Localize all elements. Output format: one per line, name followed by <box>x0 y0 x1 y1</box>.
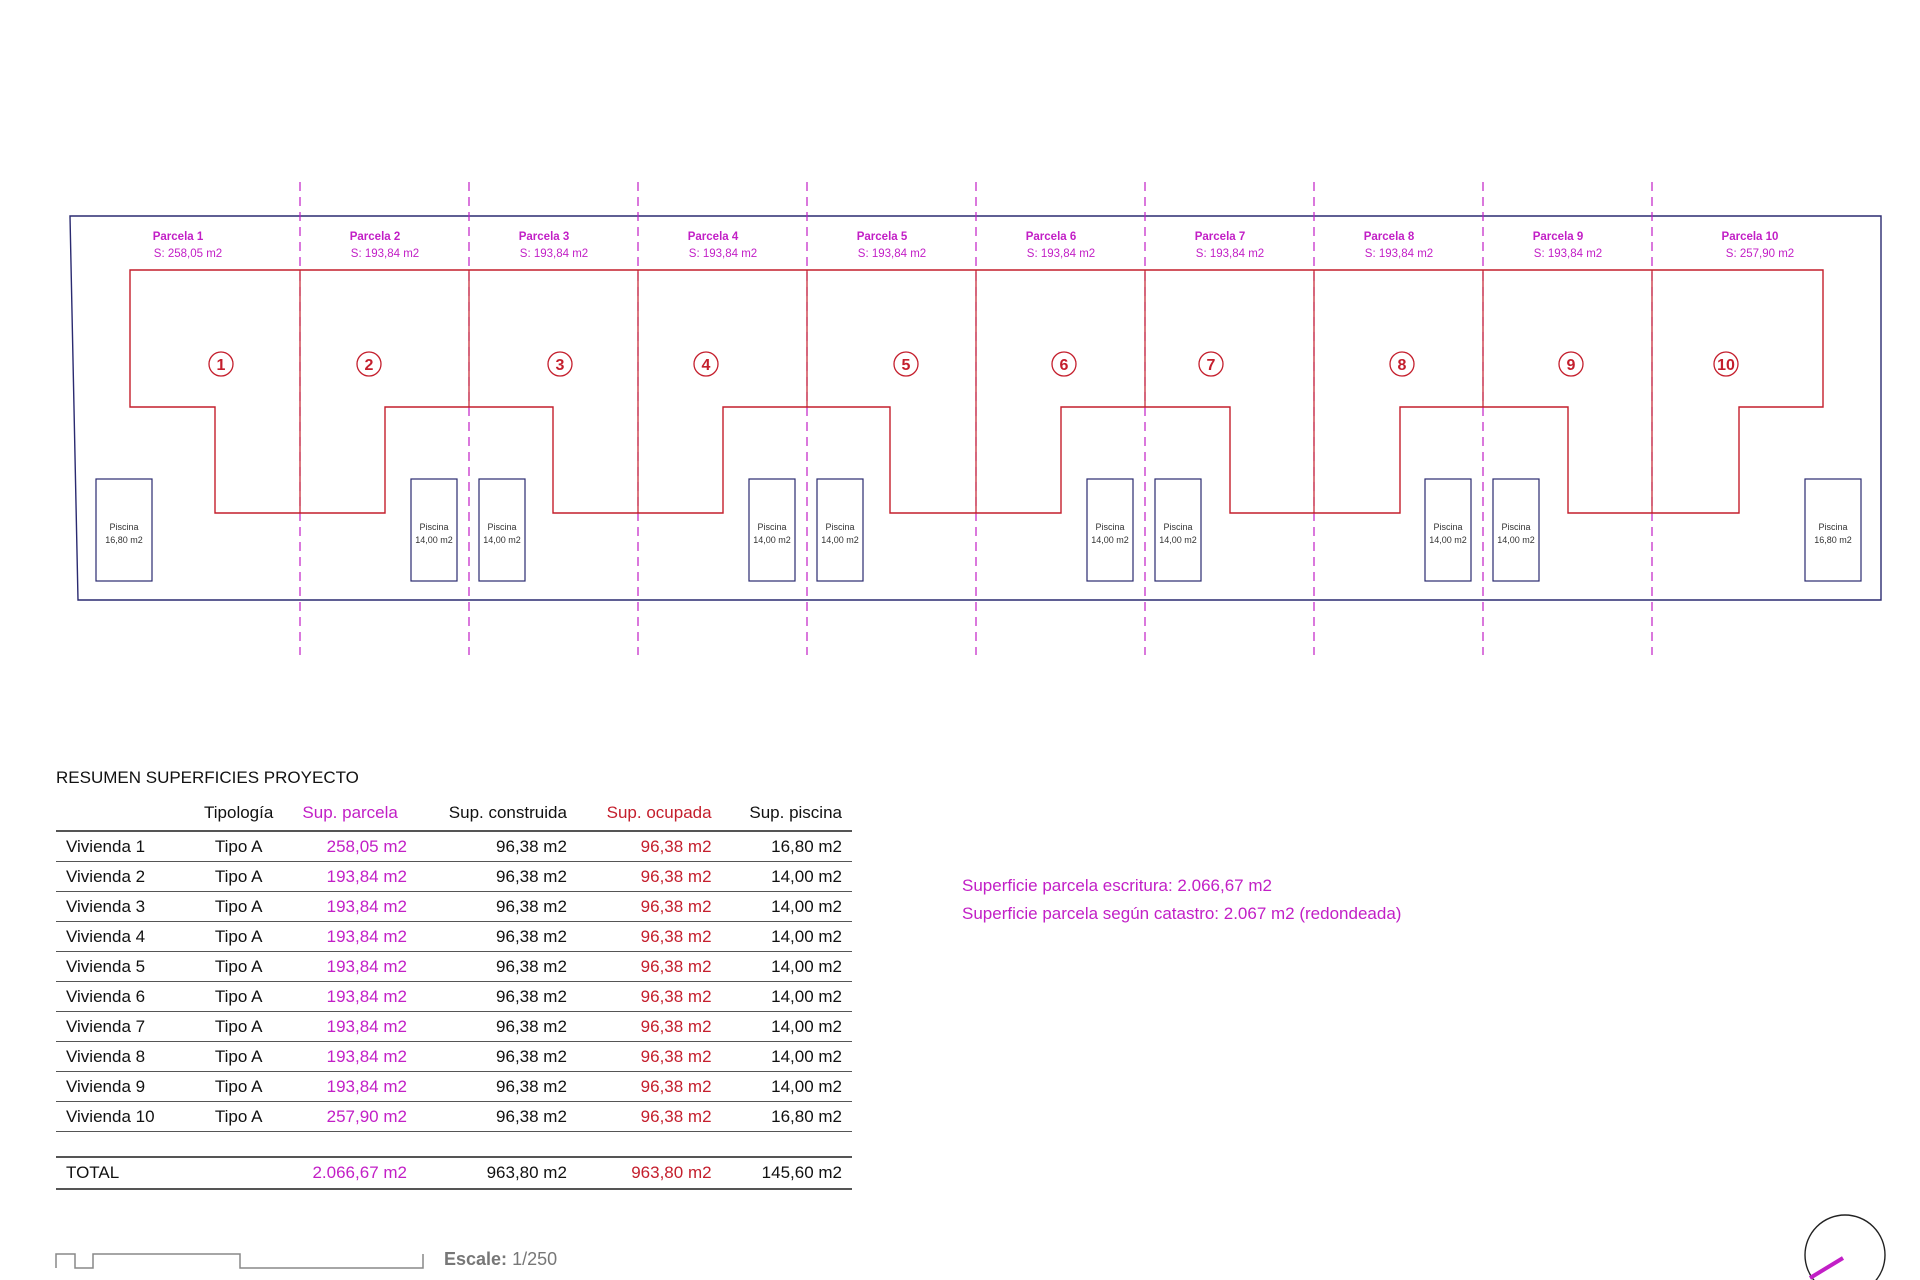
row-sup-parcela: 193,84 m2 <box>283 892 417 922</box>
row-sup-construida: 96,38 m2 <box>417 952 577 982</box>
pool-area: 16,80 m2 <box>105 535 143 545</box>
parcel-area: S: 193,84 m2 <box>1195 248 1265 260</box>
row-sup-construida: 96,38 m2 <box>417 1102 577 1132</box>
summary-table-title: RESUMEN SUPERFICIES PROYECTO <box>56 768 359 787</box>
parcel-label: Parcela 9 <box>1532 231 1584 243</box>
parcel-label: Parcela 6 <box>1025 231 1077 243</box>
scale-value: 1/250 <box>512 1249 558 1269</box>
pool-label: Piscina <box>487 522 517 532</box>
pool-label: Piscina <box>1095 522 1125 532</box>
parcel-area: S: 193,84 m2 <box>857 248 927 260</box>
row-name: Vivienda 2 <box>56 862 194 892</box>
row-sup-parcela: 257,90 m2 <box>283 1102 417 1132</box>
scale-label-text: Escale: <box>444 1249 508 1269</box>
unit-number: 10 <box>1717 357 1735 374</box>
row-sup-parcela: 193,84 m2 <box>283 982 417 1012</box>
pool-area: 14,00 m2 <box>1159 535 1197 545</box>
row-name: Vivienda 7 <box>56 1012 194 1042</box>
unit-number: 9 <box>1566 357 1576 374</box>
parcel-area: S: 193,84 m2 <box>350 248 420 260</box>
row-sup-piscina: 16,80 m2 <box>722 831 852 862</box>
parcel-area: S: 193,84 m2 <box>519 248 589 260</box>
north-arrow-circle <box>1805 1215 1885 1280</box>
row-sup-construida: 96,38 m2 <box>417 862 577 892</box>
table-row <box>56 1042 852 1072</box>
pool-label: Piscina <box>1163 522 1193 532</box>
row-sup-ocupada: 96,38 m2 <box>577 892 722 922</box>
pool-area: 14,00 m2 <box>753 535 791 545</box>
row-sup-parcela: 193,84 m2 <box>283 1072 417 1102</box>
row-tipologia: Tipo A <box>194 1012 283 1042</box>
table-row <box>56 862 852 892</box>
row-name: Vivienda 4 <box>56 922 194 952</box>
row-tipologia: Tipo A <box>194 892 283 922</box>
parcel-area: S: 193,84 m2 <box>1026 248 1096 260</box>
unit-number: 7 <box>1206 357 1216 374</box>
table-row <box>56 952 852 982</box>
header-name <box>56 796 194 831</box>
unit-number: 8 <box>1397 357 1407 374</box>
unit-number: 2 <box>364 357 374 374</box>
pool-area: 14,00 m2 <box>415 535 453 545</box>
row-sup-construida: 96,38 m2 <box>417 892 577 922</box>
row-name: Vivienda 8 <box>56 1042 194 1072</box>
row-name: Vivienda 1 <box>56 831 194 862</box>
total-row <box>56 1157 852 1189</box>
total-sup-ocupada: 963,80 m2 <box>577 1157 722 1189</box>
row-sup-ocupada: 96,38 m2 <box>577 1042 722 1072</box>
row-sup-ocupada: 96,38 m2 <box>577 952 722 982</box>
total-sup-construida: 963,80 m2 <box>417 1157 577 1189</box>
scale-label <box>444 1249 557 1270</box>
row-sup-parcela: 193,84 m2 <box>283 1012 417 1042</box>
note-catastro: Superficie parcela según catastro: 2.067 m2 (redondeada) <box>962 904 1402 923</box>
row-tipologia: Tipo A <box>194 862 283 892</box>
row-sup-piscina: 14,00 m2 <box>722 982 852 1012</box>
header-sup-piscina: Sup. piscina <box>749 803 842 822</box>
pool-label: Piscina <box>825 522 855 532</box>
parcel-label: Parcela 8 <box>1363 231 1415 243</box>
row-tipologia: Tipo A <box>194 1072 283 1102</box>
parcel-area: S: 258,05 m2 <box>153 248 223 260</box>
unit-number: 3 <box>555 357 565 374</box>
row-sup-piscina: 14,00 m2 <box>722 1012 852 1042</box>
row-sup-piscina: 16,80 m2 <box>722 1102 852 1132</box>
row-sup-parcela: 258,05 m2 <box>283 831 417 862</box>
scale-bar <box>56 1254 423 1268</box>
header-sup-ocupada: Sup. ocupada <box>606 803 712 822</box>
pool-area: 16,80 m2 <box>1814 535 1852 545</box>
table-row <box>56 1072 852 1102</box>
row-sup-construida: 96,38 m2 <box>417 922 577 952</box>
row-sup-ocupada: 96,38 m2 <box>577 1072 722 1102</box>
table-row <box>56 922 852 952</box>
row-tipologia: Tipo A <box>194 982 283 1012</box>
parcel-area: S: 193,84 m2 <box>688 248 758 260</box>
table-spacer <box>56 1132 852 1158</box>
row-sup-construida: 96,38 m2 <box>417 1012 577 1042</box>
parcel-label: Parcela 4 <box>687 231 739 243</box>
row-sup-ocupada: 96,38 m2 <box>577 831 722 862</box>
north-arrow-icon <box>1810 1258 1843 1278</box>
unit-number: 6 <box>1059 357 1069 374</box>
row-sup-parcela: 193,84 m2 <box>283 862 417 892</box>
header-tipologia: Tipología <box>204 803 274 822</box>
row-sup-construida: 96,38 m2 <box>417 1072 577 1102</box>
row-tipologia: Tipo A <box>194 1042 283 1072</box>
row-sup-parcela: 193,84 m2 <box>283 922 417 952</box>
pool-label: Piscina <box>1818 522 1848 532</box>
table-row <box>56 982 852 1012</box>
table-row <box>56 1012 852 1042</box>
row-sup-piscina: 14,00 m2 <box>722 1072 852 1102</box>
row-tipologia: Tipo A <box>194 831 283 862</box>
row-tipologia: Tipo A <box>194 952 283 982</box>
parcel-label: Parcela 10 <box>1721 231 1779 243</box>
total-label: TOTAL <box>56 1157 194 1189</box>
row-name: Vivienda 5 <box>56 952 194 982</box>
parcel-area: S: 193,84 m2 <box>1533 248 1603 260</box>
parcel-label: Parcela 5 <box>856 231 908 243</box>
row-sup-piscina: 14,00 m2 <box>722 892 852 922</box>
row-sup-construida: 96,38 m2 <box>417 831 577 862</box>
pool-area: 14,00 m2 <box>483 535 521 545</box>
pool-area: 14,00 m2 <box>821 535 859 545</box>
row-tipologia: Tipo A <box>194 1102 283 1132</box>
total-sup-parcela: 2.066,67 m2 <box>283 1157 417 1189</box>
parcel-label: Parcela 3 <box>518 231 570 243</box>
total-tipologia <box>194 1157 283 1189</box>
pool-label: Piscina <box>109 522 139 532</box>
unit-number: 4 <box>701 357 711 374</box>
parcel-label: Parcela 1 <box>152 231 204 243</box>
unit-number: 1 <box>216 357 226 374</box>
table-row <box>56 831 852 862</box>
table-row <box>56 1102 852 1132</box>
row-tipologia: Tipo A <box>194 922 283 952</box>
row-sup-ocupada: 96,38 m2 <box>577 982 722 1012</box>
summary-table <box>56 796 852 1190</box>
row-sup-construida: 96,38 m2 <box>417 982 577 1012</box>
pool-area: 14,00 m2 <box>1497 535 1535 545</box>
area-notes <box>962 872 1401 928</box>
unit-number: 5 <box>901 357 911 374</box>
pool-label: Piscina <box>757 522 787 532</box>
row-name: Vivienda 6 <box>56 982 194 1012</box>
row-sup-piscina: 14,00 m2 <box>722 862 852 892</box>
note-escritura: Superficie parcela escritura: 2.066,67 m2 <box>962 876 1272 895</box>
row-sup-piscina: 14,00 m2 <box>722 1042 852 1072</box>
row-sup-piscina: 14,00 m2 <box>722 952 852 982</box>
row-sup-parcela: 193,84 m2 <box>283 952 417 982</box>
summary-header-row <box>56 796 852 831</box>
pool-label: Piscina <box>1433 522 1463 532</box>
row-sup-ocupada: 96,38 m2 <box>577 1102 722 1132</box>
row-sup-ocupada: 96,38 m2 <box>577 922 722 952</box>
row-sup-ocupada: 96,38 m2 <box>577 1012 722 1042</box>
row-sup-piscina: 14,00 m2 <box>722 922 852 952</box>
pool-area: 14,00 m2 <box>1429 535 1467 545</box>
parcel-area: S: 193,84 m2 <box>1364 248 1434 260</box>
total-sup-piscina: 145,60 m2 <box>722 1157 852 1189</box>
row-sup-ocupada: 96,38 m2 <box>577 862 722 892</box>
row-name: Vivienda 9 <box>56 1072 194 1102</box>
parcel-area: S: 257,90 m2 <box>1725 248 1795 260</box>
pool-label: Piscina <box>419 522 449 532</box>
header-sup-construida: Sup. construida <box>448 803 567 822</box>
pool-label: Piscina <box>1501 522 1531 532</box>
row-name: Vivienda 10 <box>56 1102 194 1132</box>
pool-area: 14,00 m2 <box>1091 535 1129 545</box>
row-sup-parcela: 193,84 m2 <box>283 1042 417 1072</box>
table-row <box>56 892 852 922</box>
parcel-label: Parcela 7 <box>1194 231 1246 243</box>
row-name: Vivienda 3 <box>56 892 194 922</box>
row-sup-construida: 96,38 m2 <box>417 1042 577 1072</box>
parcel-label: Parcela 2 <box>349 231 401 243</box>
header-sup-parcela: Sup. parcela <box>302 803 398 822</box>
